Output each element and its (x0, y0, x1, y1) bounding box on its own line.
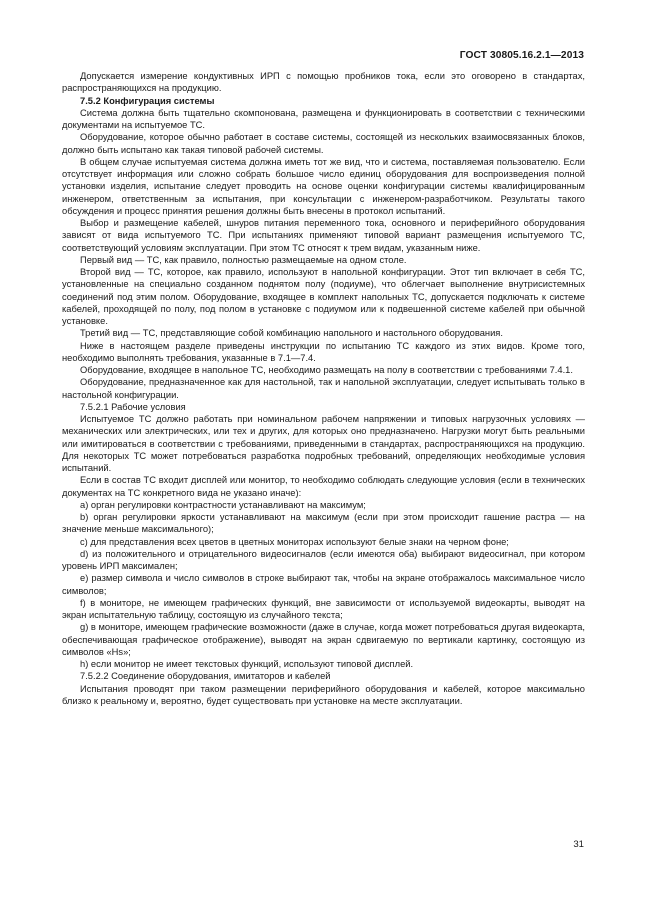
paragraph: Выбор и размещение кабелей, шнуров питания переменного тока, основного и периферийного оборудования зависят от вида испытуемого ТС. При испытаниях применяют типовой вариант размещения испытуемого ТС, соответствующий условиям эксплуатации. При этом ТС относят к трем видам, указанным ниже. (62, 218, 585, 253)
paragraph: Ниже в настоящем разделе приведены инструкции по испытанию ТС каждого из этих видов. Кроме того, необходимо выполнять требования, указанные в 7.1—7.4. (62, 340, 585, 363)
list-item: a) орган регулировки контрастности устанавливают на максимум; (80, 499, 366, 510)
paragraph: Оборудование, которое обычно работает в составе системы, состоящей из нескольких взаимосвязанных блоков, должно быть испытано как такая типовой рабочей системы. (62, 132, 585, 155)
document-code-header: ГОСТ 30805.16.2.1—2013 (459, 50, 584, 61)
list-item: d) из положительного и отрицательного видеосигналов (если имеются оба) выбирают видеосигнал, при котором уровень ИРП максимален; (62, 548, 585, 571)
list-item: e) размер символа и число символов в строке выбирают так, чтобы на экране отображалось максимальное число символов; (62, 573, 585, 596)
paragraph: Третий вид — ТС, представляющие собой комбинацию напольного и настольного оборудования. (80, 328, 503, 339)
subsection-heading: 7.5.2.2 Соединение оборудования, имитаторов и кабелей (80, 671, 331, 682)
paragraph: Допускается измерение кондуктивных ИРП с помощью пробников тока, если это оговорено в стандартах, распространяющихся на продукцию. (62, 71, 585, 94)
paragraph: Испытуемое ТС должно работать при номинальном рабочем напряжении и типовых нагрузочных условиях — механических или электрических, или тех и других, для которых оно предназначено. Нагрузки могут быть реальными или имитироваться в соответствии с требованиями, приведенными в стандартах, распространяющихся на продукцию. Для некоторых ТС может потребоваться разработка подробных требований, определяющих необходимые условия испытаний. (62, 414, 585, 473)
paragraph: Второй вид — ТС, которое, как правило, используют в напольной конфигурации. Этот тип включает в себя ТС, установленные на специально созданном поднятом полу (подиуме), что облегчает выполнение внутрисистемных соединений под этим полом. Оборудование, входящее в комплект напольных ТС, допускается подключать к системе кабелей, проходящей по полу, под полом в установке с подиумом или к подвешенной системе кабелей при обычной установке. (62, 267, 585, 326)
section-heading: 7.5.2 Конфигурация системы (80, 95, 215, 106)
paragraph: В общем случае испытуемая система должна иметь тот же вид, что и система, поставляемая пользователю. Если отсутствует информация или сложно собрать большое число единиц оборудования для воспроизведения полной установки изделия, испытание следует проводить на основе оценки конфигурации системы квалифицированным инженером, ответственным за испытания, при консультации с инженером-разработчиком. Результаты такого обсуждения и процесс принятия решения должны быть внесены в протокол испытаний. (62, 156, 585, 216)
paragraph: Первый вид — ТС, как правило, полностью размещаемые на одном столе. (80, 254, 407, 265)
paragraph: Испытания проводят при таком размещении периферийного оборудования и кабелей, которое максимально близко к реальному и, вероятно, будет существовать при установке на месте эксплуатации. (62, 683, 585, 706)
paragraph: Система должна быть тщательно скомпонована, размещена и функционировать в соответствии с техническими документами на испытуемое ТС. (62, 107, 585, 130)
paragraph: Если в состав ТС входит дисплей или монитор, то необходимо соблюдать следующие условия (если в технических документах на ТС конкретного вида не указано иначе): (62, 475, 585, 498)
list-item: c) для представления всех цветов в цветных мониторах используют белые знаки на черном фоне; (80, 536, 509, 547)
paragraph: Оборудование, предназначенное как для настольной, так и напольной эксплуатации, следует испытывать только в настольной конфигурации. (62, 377, 585, 400)
list-item: f) в мониторе, не имеющем графических функций, вне зависимости от используемой видеокарты, выводят на экран испытательную таблицу, состоящую из случайного текста; (62, 597, 585, 620)
subsection-heading: 7.5.2.1 Рабочие условия (80, 401, 186, 412)
page-number: 31 (573, 839, 584, 850)
list-item: g) в мониторе, имеющем графические возможности (даже в случае, когда может потребоваться другая видеокарта, обеспечивающая графическое отображение), выводят на экран сдвигаемую по вертикали картинку, состоящую из символов «Hs»; (62, 622, 585, 657)
document-body (62, 70, 585, 707)
list-item: h) если монитор не имеет текстовых функций, используют типовой дисплей. (80, 659, 414, 669)
list-item: b) орган регулировки яркости устанавливают на максимум (если при этом происходит гашение растра — на значение меньше максимального); (62, 512, 585, 535)
paragraph: Оборудование, входящее в напольное ТС, необходимо размещать на полу в соответствии с требованиями 7.4.1. (80, 365, 573, 375)
